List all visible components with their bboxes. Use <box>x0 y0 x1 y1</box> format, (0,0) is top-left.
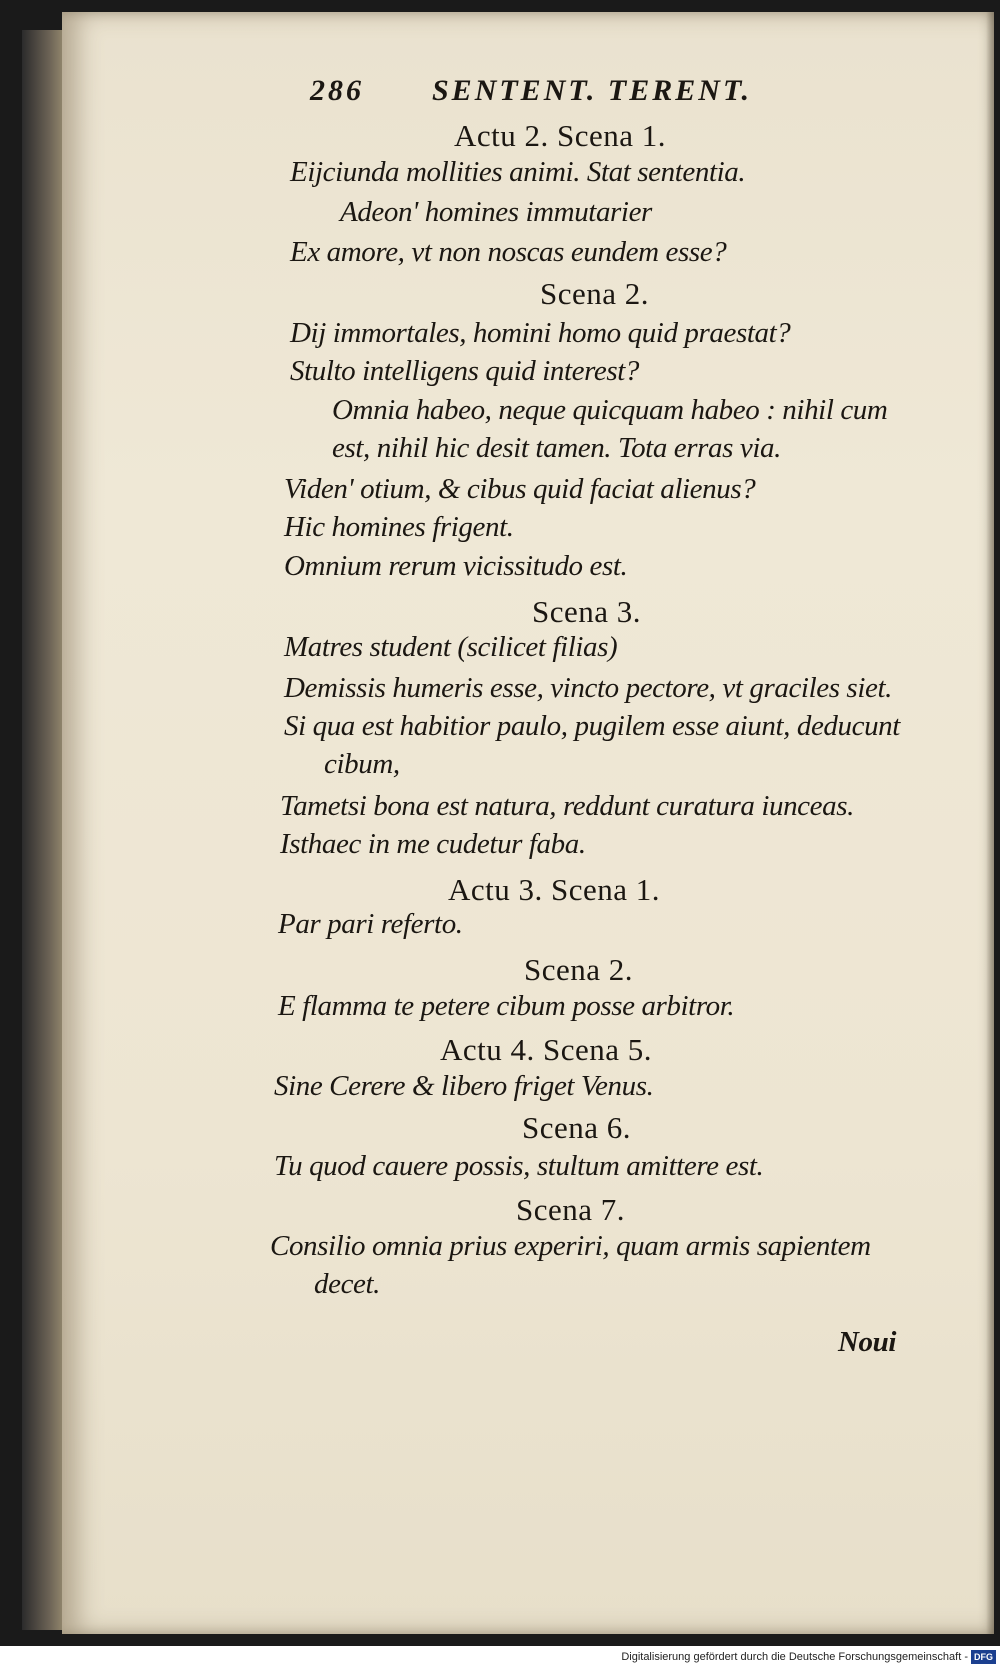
page-edge-shadow <box>986 12 994 1634</box>
sentence-line: Stulto intelligens quid interest? <box>290 355 640 387</box>
act-heading: Actu 4. Scena 5. <box>440 1032 653 1067</box>
sentence-line: decet. <box>314 1268 381 1300</box>
scene-heading: Scena 7. <box>516 1192 626 1227</box>
digitization-footer <box>0 1646 1000 1670</box>
catchword: Noui <box>838 1326 897 1358</box>
scene-heading: Scena 3. <box>532 594 642 629</box>
sentence-line: Consilio omnia prius experiri, quam armis sapientem <box>270 1230 871 1262</box>
sentence-line: Tu quod cauere possis, stultum amittere est. <box>274 1150 764 1182</box>
sentence-line: Ex amore, vt non noscas eundem esse? <box>290 236 727 268</box>
sentence-line: Viden' otium, & cibus quid faciat alienus? <box>284 473 756 505</box>
sentence-line: Hic homines frigent. <box>284 511 514 543</box>
running-title: SENTENT. TERENT. <box>432 74 753 107</box>
sentence-line: est, nihil hic desit tamen. Tota erras via. <box>332 432 781 464</box>
scene-heading: Scena 2. <box>524 952 634 987</box>
sentence-line: Sine Cerere & libero friget Venus. <box>274 1070 654 1102</box>
sentence-line: Tametsi bona est natura, reddunt curatura iunceas. <box>280 790 854 822</box>
sentence-line: Par pari referto. <box>278 908 463 940</box>
sentence-line: Omnia habeo, neque quicquam habeo : nihil cum <box>332 394 888 426</box>
sentence-line: Eijciunda mollities animi. Stat sententia. <box>290 156 746 188</box>
scene-heading: Scena 2. <box>540 276 650 311</box>
sentence-line: Isthaec in me cudetur faba. <box>280 828 586 860</box>
funding-notice: Digitalisierung gefördert durch die Deutsche Forschungsgemeinschaft - <box>621 1651 968 1663</box>
sentence-line: E flamma te petere cibum posse arbitror. <box>278 990 735 1022</box>
sentence-line: Demissis humeris esse, vincto pectore, vt graciles siet. <box>284 672 892 704</box>
book-page <box>62 12 994 1634</box>
dfg-logo: DFG <box>971 1650 996 1664</box>
sentence-line: Matres student (scilicet filias) <box>284 631 618 663</box>
page-number: 286 <box>310 74 364 107</box>
sentence-line: Si qua est habitior paulo, pugilem esse aiunt, deducunt <box>284 710 900 742</box>
sentence-line: cibum, <box>324 748 400 780</box>
sentence-line: Omnium rerum vicissitudo est. <box>284 550 628 582</box>
act-heading: Actu 3. Scena 1. <box>448 872 661 907</box>
sentence-line: Adeon' homines immutarier <box>340 196 652 228</box>
scene-heading: Scena 6. <box>522 1110 632 1145</box>
sentence-line: Dij immortales, homini homo quid praestat? <box>290 317 791 349</box>
act-heading: Actu 2. Scena 1. <box>454 118 667 153</box>
